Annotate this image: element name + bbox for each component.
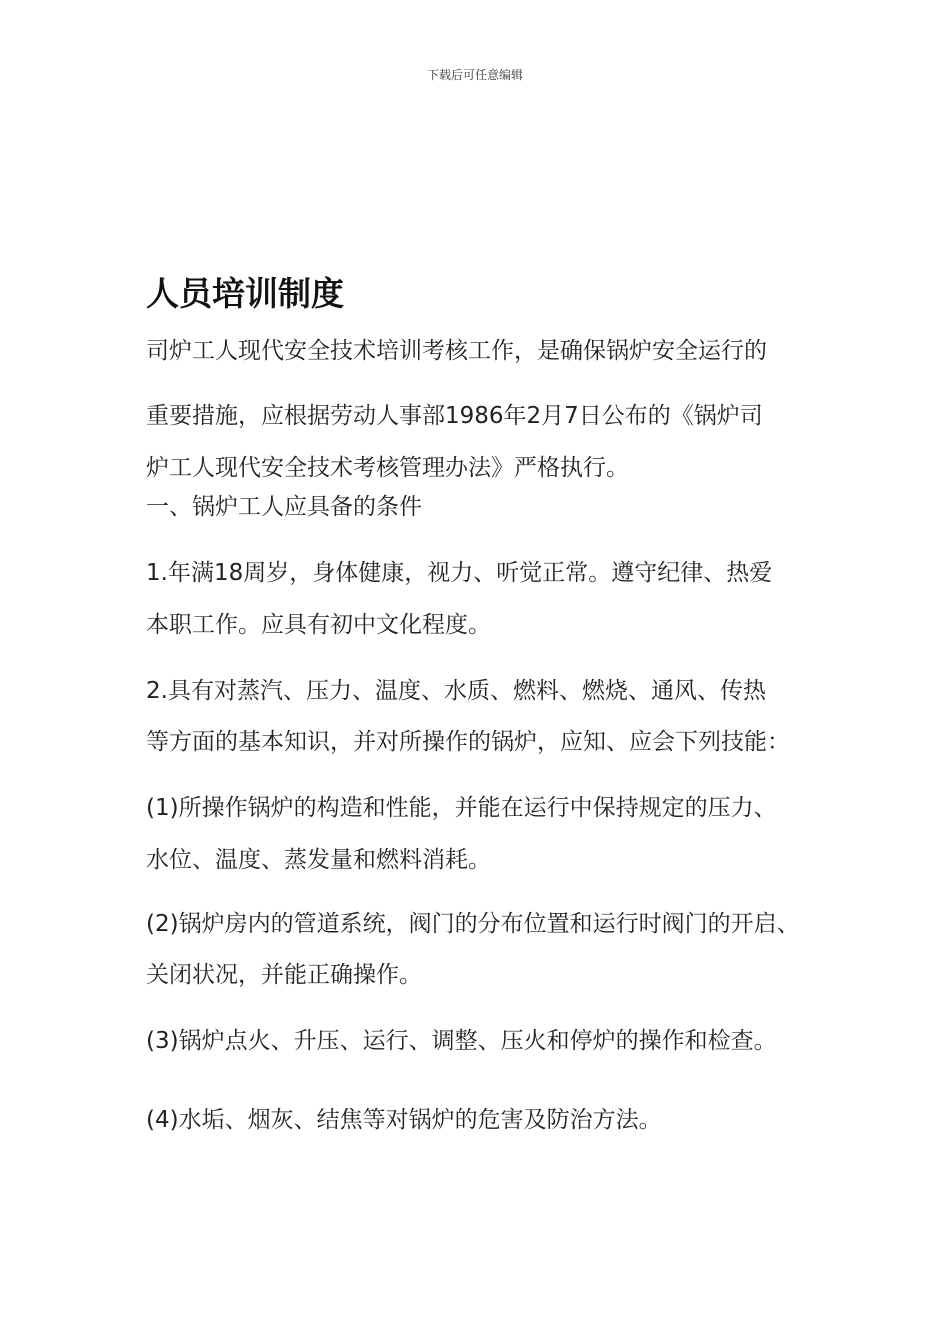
item-1-line-1: 1.年满18周岁，身体健康，视力、听觉正常。遵守纪律、热爱 (146, 560, 773, 586)
subitem-2-line-2: 关闭状况，并能正确操作。 (146, 962, 422, 988)
subitem-1-line-2: 水位、温度、蒸发量和燃料消耗。 (146, 847, 491, 873)
header-note: 下载后可任意编辑 (426, 68, 523, 82)
subitem-4-line-1: (4)水垢、烟灰、结焦等对锅炉的危害及防治方法。 (146, 1107, 662, 1133)
item-2-line-2: 等方面的基本知识，并对所操作的锅炉，应知、应会下列技能： (146, 729, 790, 755)
item-2-line-1: 2.具有对蒸汽、压力、温度、水质、燃料、燃烧、通风、传热 (146, 678, 766, 704)
subitem-2-line-1: (2)锅炉房内的管道系统，阀门的分布位置和运行时阀门的开启、 (146, 911, 800, 937)
document-title: 人员培训制度 (146, 274, 344, 313)
item-1-line-2: 本职工作。应具有初中文化程度。 (146, 612, 491, 638)
section-heading-1: 一、锅炉工人应具备的条件 (146, 494, 422, 520)
paragraph-intro-line-3: 炉工人现代安全技术考核管理办法》严格执行。 (146, 455, 629, 481)
subitem-1-line-1: (1)所操作锅炉的构造和性能，并能在运行中保持规定的压力、 (146, 795, 777, 821)
paragraph-intro-line-2: 重要措施，应根据劳动人事部1986年2月7日公布的《锅炉司 (146, 403, 763, 429)
paragraph-intro-line-1: 司炉工人现代安全技术培训考核工作，是确保锅炉安全运行的 (146, 338, 767, 364)
subitem-3-line-1: (3)锅炉点火、升压、运行、调整、压火和停炉的操作和检查。 (146, 1028, 777, 1054)
